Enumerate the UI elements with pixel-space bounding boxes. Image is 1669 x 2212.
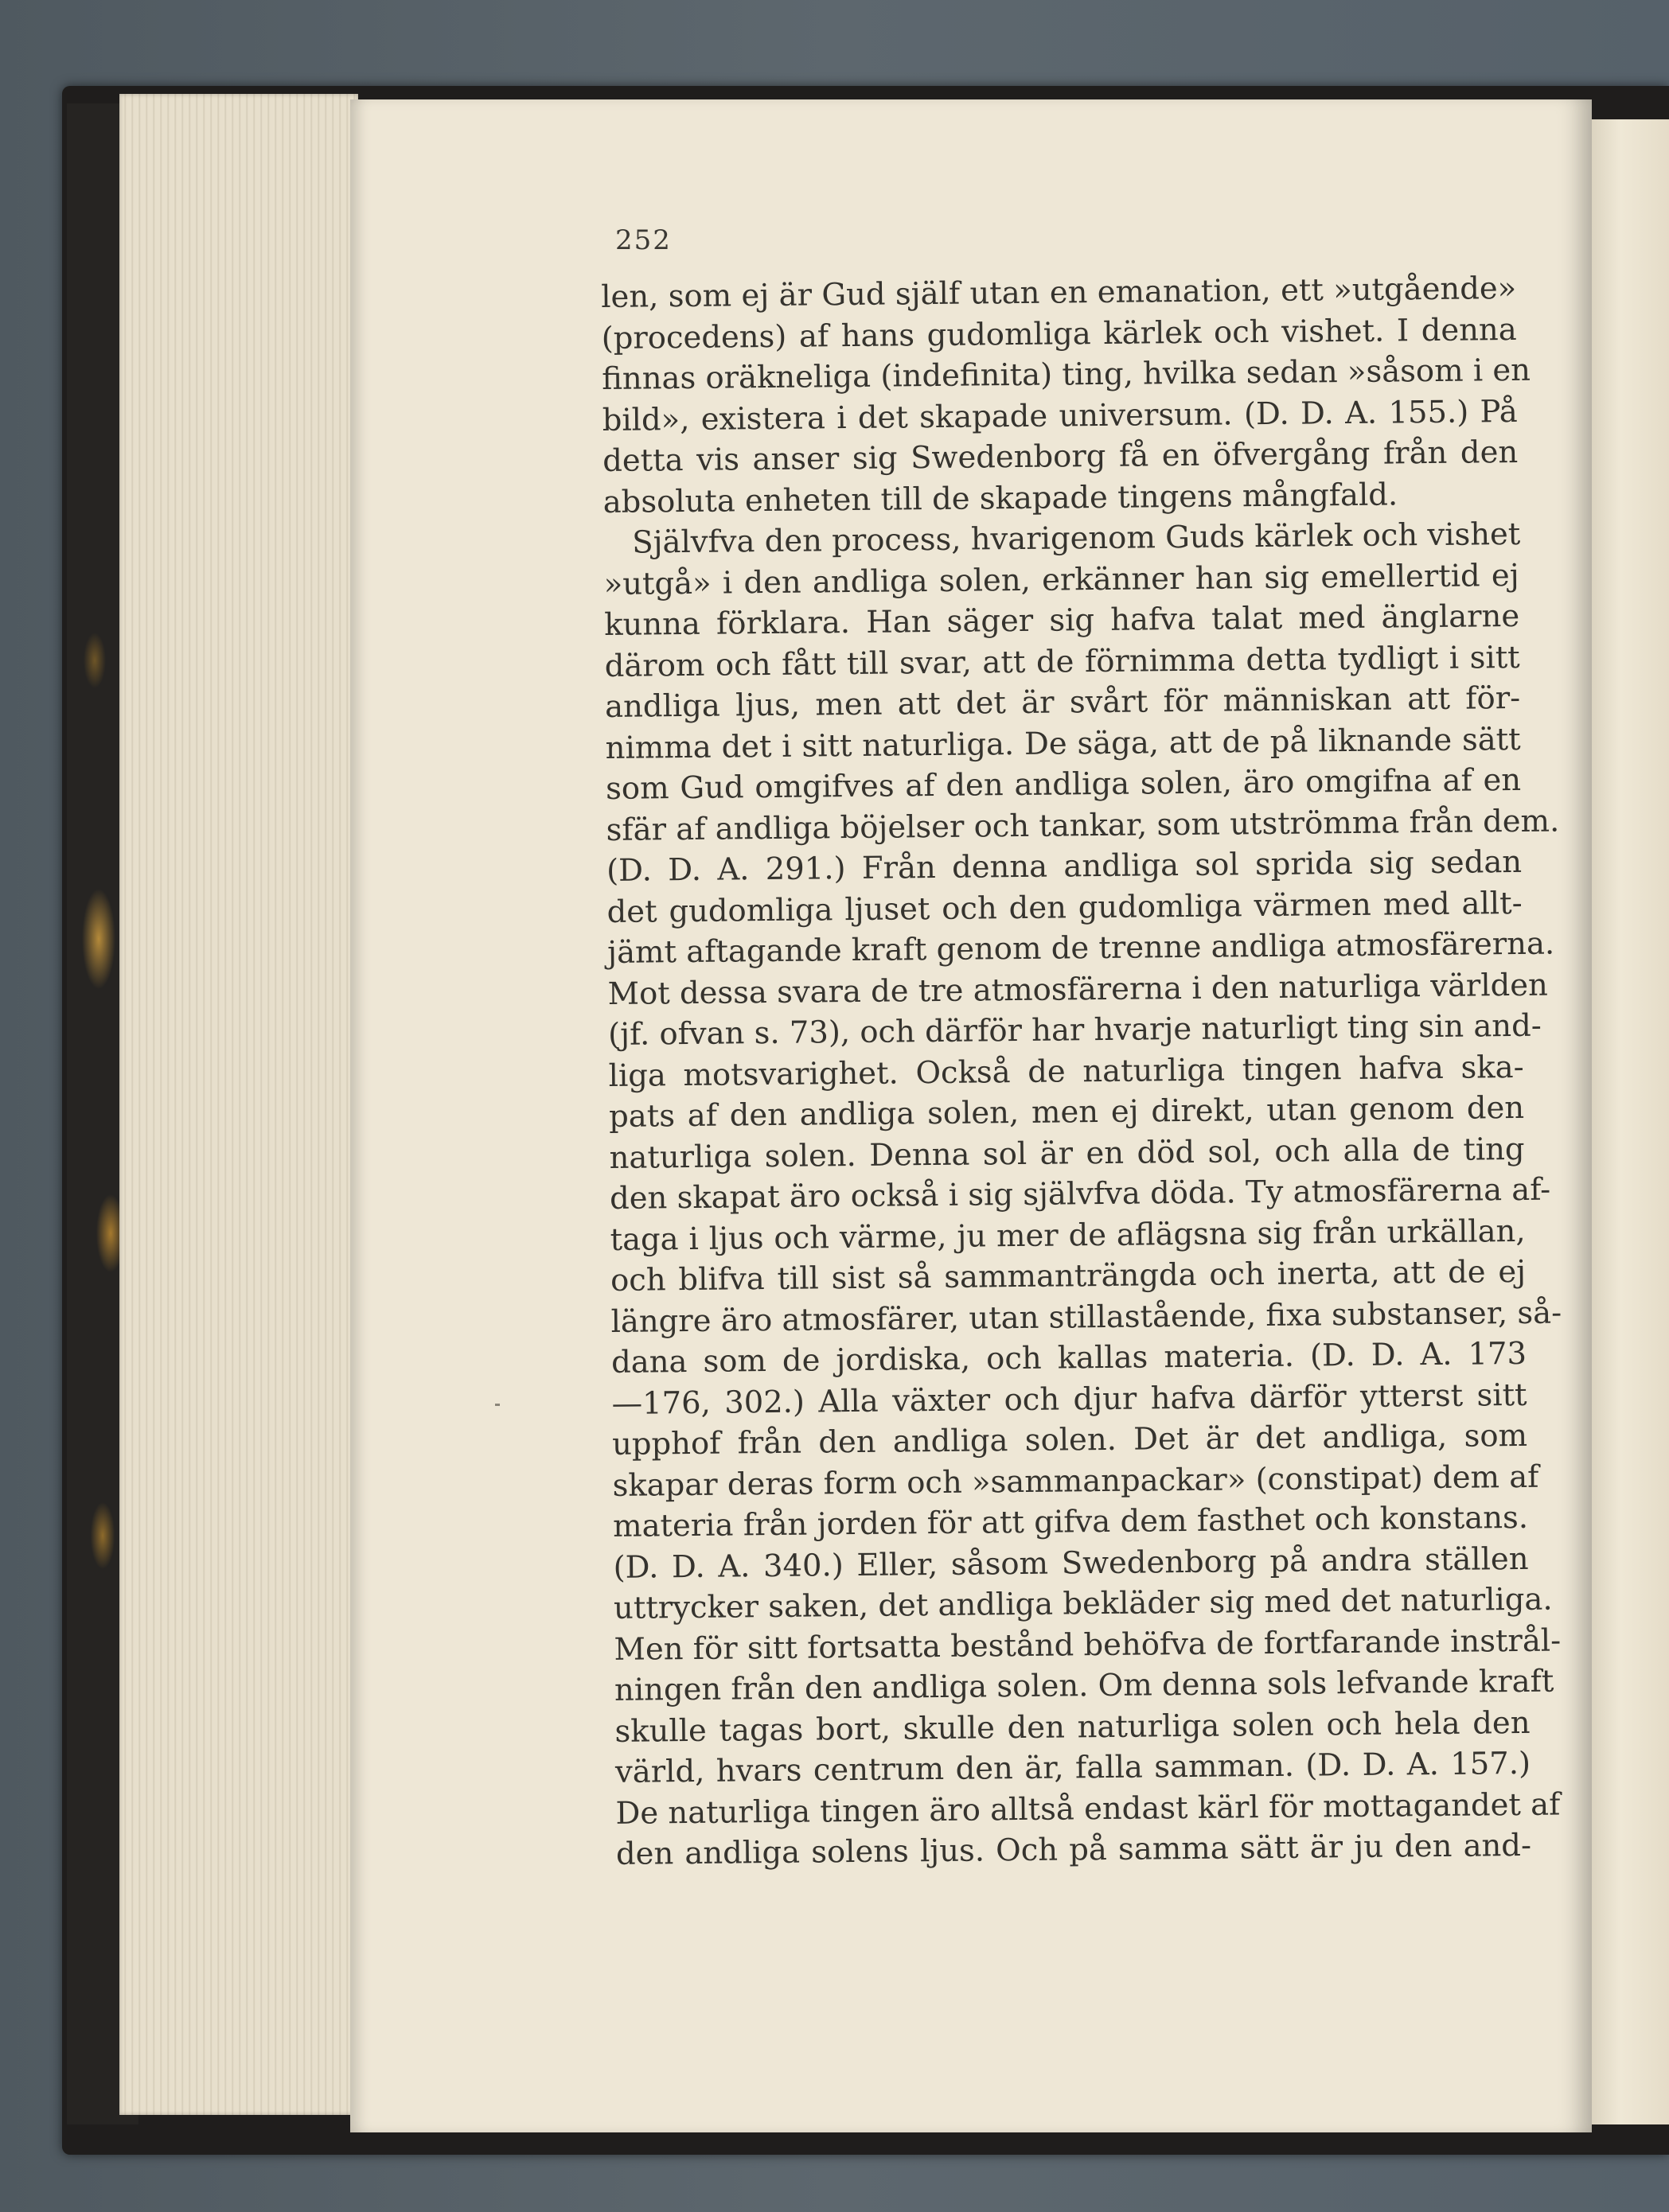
text-line: materia från jorden för att gifva dem fasthet och konstans. (612, 1499, 1529, 1544)
text-line: (D. D. A. 291.) Från denna andliga sol sprida sig sedan (606, 843, 1523, 889)
text-line: pats af den andliga solen, men ej direkt, utan genom den (608, 1089, 1525, 1135)
page-stack-edges (119, 94, 358, 2115)
text-line: andliga ljus, men att det är svårt för människan att för- (604, 680, 1521, 725)
text-line: bild», existera i det skapade universum. (D. D. A. 155.) På (602, 393, 1518, 438)
text-line: De naturliga tingen äro alltså endast kärl för mottagandet af (615, 1786, 1561, 1832)
text-line: och blifva till sist så sammanträngda och inerta, att de ej (610, 1253, 1527, 1299)
text-line: ningen från den andliga solen. Om denna sols lefvande kraft (614, 1663, 1554, 1708)
margin-mark (495, 1404, 500, 1406)
text-line: uttrycker saken, det andliga bekläder sig med det naturliga. (613, 1581, 1553, 1626)
text-line: det gudomliga ljuset och den gudomliga värmen med allt- (606, 885, 1523, 930)
text-line: värld, hvars centrum den är, falla samman. (D. D. A. 157.) (614, 1745, 1531, 1790)
text-line: som Gud omgifves af den andliga solen, äro omgifna af en (605, 761, 1522, 807)
text-line: taga i ljus och värme, ju mer de aflägsna sig från urkällan, (610, 1213, 1526, 1258)
text-line: kunna förklara. Han säger sig hafva talat med änglarne (603, 598, 1520, 643)
text-line: naturliga solen. Denna sol är en död sol, och alla de ting (609, 1131, 1525, 1176)
text-line: Mot dessa svara de tre atmosfärerna i den naturliga världen (607, 967, 1549, 1012)
text-line: absoluta enheten till de skapade tingens mångfald. (602, 476, 1398, 520)
text-line: den skapat äro också i sig självfva döda. Ty atmosfärerna af- (609, 1171, 1551, 1217)
text-line: (jf. ofvan s. 73), och därför har hvarje naturligt ting sin and- (607, 1007, 1542, 1053)
facing-page-edge (1588, 119, 1669, 2124)
text-line: skapar deras form och »sammanpackar» (constipat) dem af (612, 1458, 1539, 1504)
text-line: »utgå» i den andliga solen, erkänner han sig emellertid ej (603, 557, 1519, 602)
text-line: len, som ej är Gud själf utan en emanation, ett »utgående» (601, 270, 1517, 315)
text-line: —176, 302.) Alla växter och djur hafva därför ytterst sitt (611, 1377, 1527, 1422)
text-line: finnas oräkneliga (indefinita) ting, hvilka sedan »såsom i en (602, 352, 1531, 397)
text-line: sfär af andliga böjelser och tankar, som utströmma från dem. (606, 802, 1560, 848)
text-line: detta vis anser sig Swedenborg få en öfvergång från den (602, 434, 1519, 479)
text-line: längre äro atmosfärer, utan stillastående, fixa substanser, så- (610, 1294, 1562, 1340)
text-line: dana som de jordiska, och kallas materia. (D. D. A. 173 (610, 1335, 1527, 1381)
text-line: Men för sitt fortsatta bestånd behöfva de fortfarande instrål- (614, 1622, 1562, 1668)
text-line: den andliga solens ljus. Och på samma sätt är ju den and- (615, 1827, 1532, 1872)
text-line: Självfva den process, hvarigenom Guds kärlek och vishet (631, 516, 1521, 561)
text-line: (D. D. A. 340.) Eller, såsom Swedenborg på andra ställen (613, 1540, 1529, 1586)
text-line: nimma det i sitt naturliga. De säga, att de på liknande sätt (605, 721, 1521, 766)
text-line: skulle tagas bort, skulle den naturliga solen och hela den (614, 1704, 1531, 1750)
body-text (601, 268, 1562, 1875)
text-line: därom och fått till svar, att de förnimma detta tydligt i sitt (604, 639, 1520, 684)
text-line: (procedens) af hans gudomliga kärlek och vishet. I denna (601, 311, 1517, 356)
text-line: liga motsvarighet. Också de naturliga tingen hafva ska- (608, 1049, 1524, 1094)
page-number: 252 (615, 224, 672, 256)
text-line: jämt aftagande kraft genom de trenne andliga atmosfärerna. (606, 925, 1555, 971)
text-line: upphof från den andliga solen. Det är det andliga, som (611, 1417, 1528, 1462)
